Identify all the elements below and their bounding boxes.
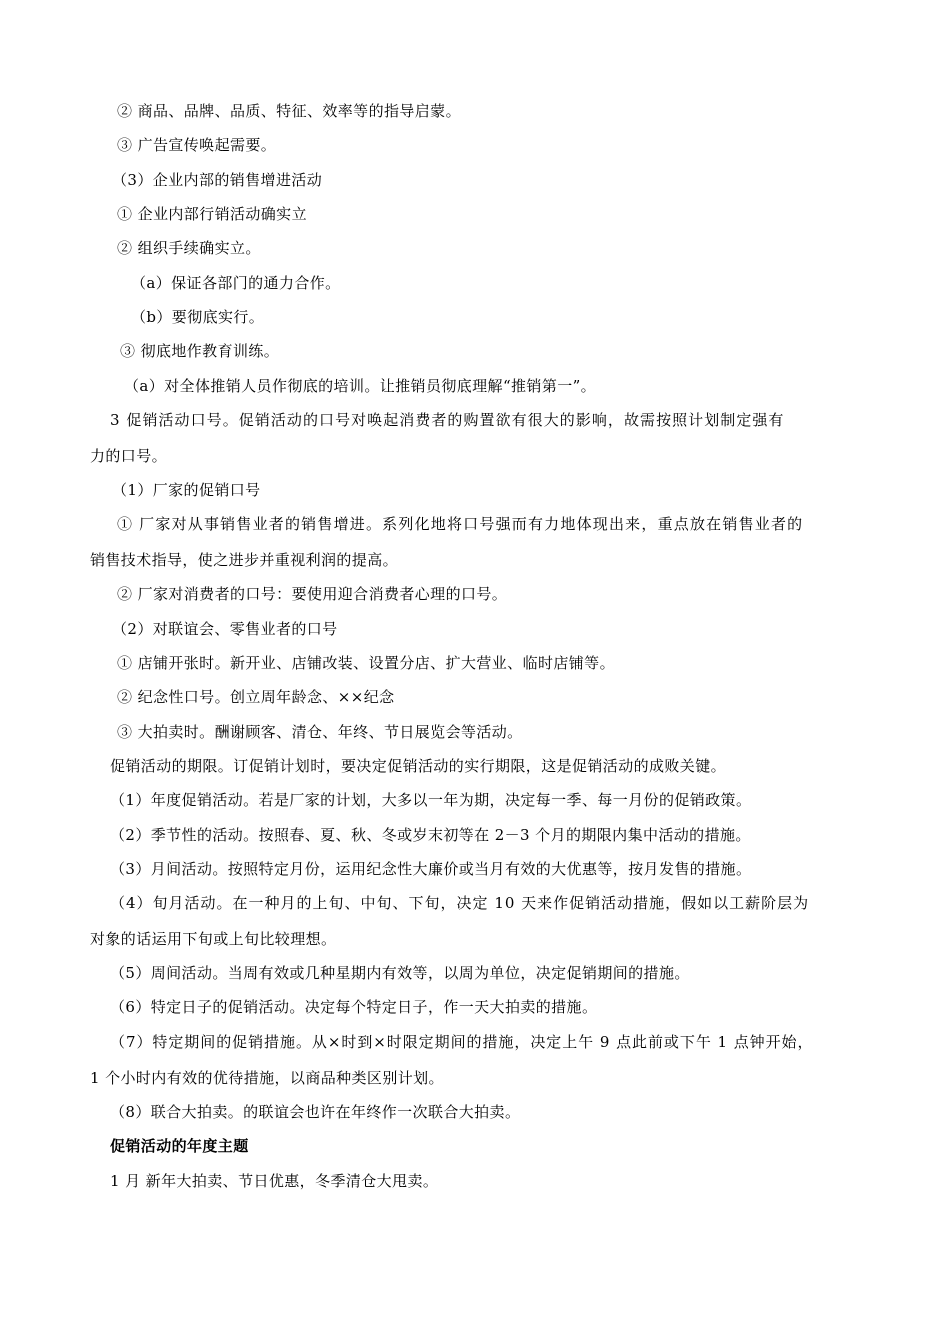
text-line: （b）要彻底实行。 [131, 308, 265, 326]
text-line: （3）企业内部的销售增进活动 [112, 171, 323, 189]
text-line: （7）特定期间的促销措施。从×时到×时限定期间的措施，决定上午 9 点此前或下午 1 点钟开始， [110, 1033, 814, 1051]
text-line: ③ 大拍卖时。酬谢顾客、清仓、年终、节日展览会等活动。 [117, 723, 523, 741]
text-line: ③ 广告宣传唤起需要。 [117, 136, 277, 154]
text-line: （1）年度促销活动。若是厂家的计划，大多以一年为期，决定每一季、每一月份的促销政策。 [110, 791, 752, 809]
text-line: （4）旬月活动。在一种月的上旬、中旬、下旬，决定 10 天来作促销活动措施，假如以工薪阶层为 [110, 894, 810, 912]
text-line: ② 厂家对消费者的口号：要使用迎合消费者心理的口号。 [117, 585, 508, 603]
text-line: ① 企业内部行销活动确实立 [117, 205, 307, 223]
text-line: 1 个小时内有效的优待措施，以商品种类区别计划。 [90, 1069, 444, 1087]
text-line: 对象的话运用下旬或上旬比较理想。 [90, 930, 337, 948]
text-line: （2）季节性的活动。按照春、夏、秋、冬或岁末初等在 2－3 个月的期限内集中活动的措施。 [110, 826, 751, 844]
text-line: ③ 彻底地作教育训练。 [120, 342, 280, 360]
text-line: （8）联合大拍卖。的联谊会也许在年终作一次联合大拍卖。 [110, 1103, 521, 1121]
section-heading: 促销活动的年度主题 [110, 1137, 249, 1155]
text-line: （2）对联谊会、零售业者的口号 [112, 620, 338, 638]
text-line: 1 月 新年大拍卖、节日优惠，冬季清仓大甩卖。 [110, 1172, 439, 1190]
text-line: ① 店铺开张时。新开业、店铺改装、设置分店、扩大营业、临时店铺等。 [117, 654, 615, 672]
text-line: ① 厂家对从事销售业者的销售增进。系列化地将口号强而有力地体现出来，重点放在销售业者的 [117, 515, 804, 533]
text-line: 促销活动的期限。订促销计划时，要决定促销活动的实行期限，这是促销活动的成败关键。 [110, 757, 727, 775]
text-line: ② 组织手续确实立。 [117, 239, 261, 257]
text-line: ② 纪念性口号。创立周年龄念、××纪念 [117, 688, 395, 706]
text-line: 销售技术指导，使之进步并重视利润的提高。 [90, 551, 399, 569]
text-line: 3 促销活动口号。促销活动的口号对唤起消费者的购置欲有很大的影响，故需按照计划制定强有 [110, 411, 785, 429]
text-line: （1）厂家的促销口号 [112, 481, 261, 499]
text-line: 力的口号。 [90, 447, 168, 465]
text-line: ② 商品、品牌、品质、特征、效率等的指导启蒙。 [117, 102, 461, 120]
text-line: （3）月间活动。按照特定月份，运用纪念性大廉价或当月有效的大优惠等，按月发售的措施。 [110, 860, 752, 878]
text-line: （5）周间活动。当周有效或几种星期内有效等，以周为单位，决定促销期间的措施。 [110, 964, 690, 982]
text-line: （a）对全体推销人员作彻底的培训。让推销员彻底理解“推销第一”。 [124, 377, 597, 395]
text-line: （a）保证各部门的通力合作。 [131, 274, 341, 292]
text-line: （6）特定日子的促销活动。决定每个特定日子，作一天大拍卖的措施。 [110, 998, 598, 1016]
